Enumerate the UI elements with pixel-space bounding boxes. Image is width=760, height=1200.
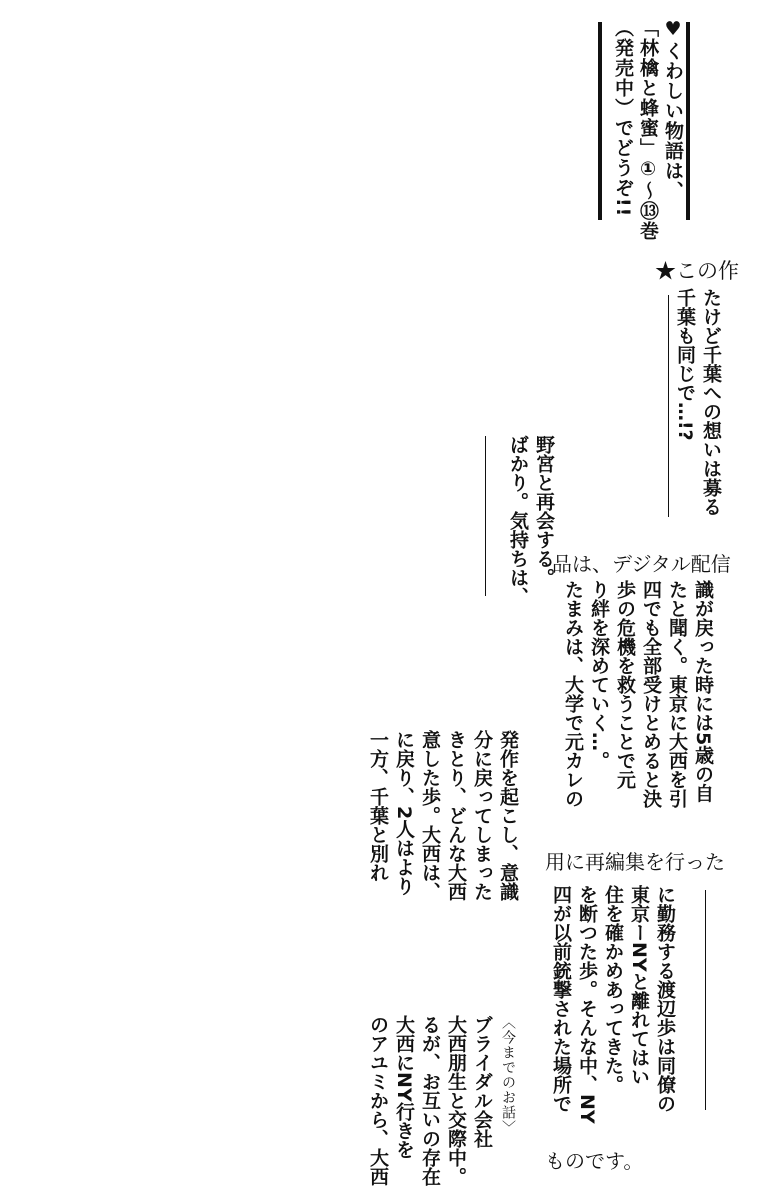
story-line: たけど千葉への想いは募る (700, 288, 722, 516)
notice-star-text: ★この作 (655, 259, 739, 283)
series-note-line: 「林檎と蜂蜜」①〜⑬巻 (637, 18, 659, 241)
story-line: 歩の危機を救うことで元 (614, 580, 636, 789)
story-line: 東京ーNYと離れてはい (628, 885, 650, 1086)
story-line: 一方、千葉と別れ (367, 730, 389, 882)
block-b-rule (485, 436, 486, 596)
story-line: に戻り、2人はより (393, 730, 415, 896)
story-line: 野宮と再会する。 (533, 435, 555, 587)
story-line: 千葉も同じで…!? (674, 288, 696, 441)
story-line: 分に戻ってしまった (471, 730, 493, 901)
notice-digital-text: 品は、デジタル配信 (552, 552, 731, 576)
block-e-rule (705, 890, 706, 1110)
notice-end-text: ものです。 (545, 1149, 644, 1173)
story-line: 大西朋生と交際中。 (445, 1015, 467, 1186)
block-a-rule (668, 295, 669, 517)
note-box-right-border (686, 22, 690, 220)
series-note (610, 18, 685, 241)
story-line: たと聞く。東京に大西を引 (666, 580, 688, 808)
story-line: 発作を起こし、意識 (497, 730, 519, 901)
notice-reedit-text: 用に再編集を行った (545, 850, 725, 874)
story-line: たまみは、大学で元カレの (562, 580, 584, 808)
story-line: きとり、どんな大西 (445, 730, 467, 901)
story-line: を断つた歩。そんな中、NY (576, 885, 598, 1124)
series-note-line: ♥くわしい物語は、 (662, 18, 684, 201)
story-line: のアユミから、大西 (367, 1015, 389, 1186)
story-fragment-d (365, 730, 521, 901)
synopsis-heading: 〈今までのお話〉 (500, 1015, 516, 1135)
story-line: 四が以前銃撃された場所で (550, 885, 572, 1113)
story-line: 四でも全部受けとめると決 (640, 580, 662, 808)
note-box-left-border (598, 22, 602, 220)
story-fragment-b (505, 435, 557, 606)
story-line: ブライダル会社 (471, 1015, 493, 1148)
story-line: 大西にNY行きを (393, 1015, 415, 1159)
story-line: 住を確かめあってきた。 (602, 885, 624, 1094)
story-line: り絆を深めていく…。 (588, 580, 610, 770)
story-line: るが、お互いの存在 (419, 1015, 441, 1186)
series-note-line: （発売中）でどうぞ!! (612, 18, 634, 218)
story-fragment-f (365, 1015, 521, 1200)
story-fragment-a (672, 288, 724, 518)
story-line: 識が戻った時には5歳の自 (692, 580, 714, 803)
story-line: に勤務する渡辺歩は同僚の (654, 885, 676, 1113)
story-line: 意した歩。大西は、 (419, 730, 441, 901)
story-fragment-e (548, 885, 678, 1124)
story-fragment-c (560, 580, 716, 870)
story-line: ばかり。気持ちは、 (507, 435, 529, 606)
